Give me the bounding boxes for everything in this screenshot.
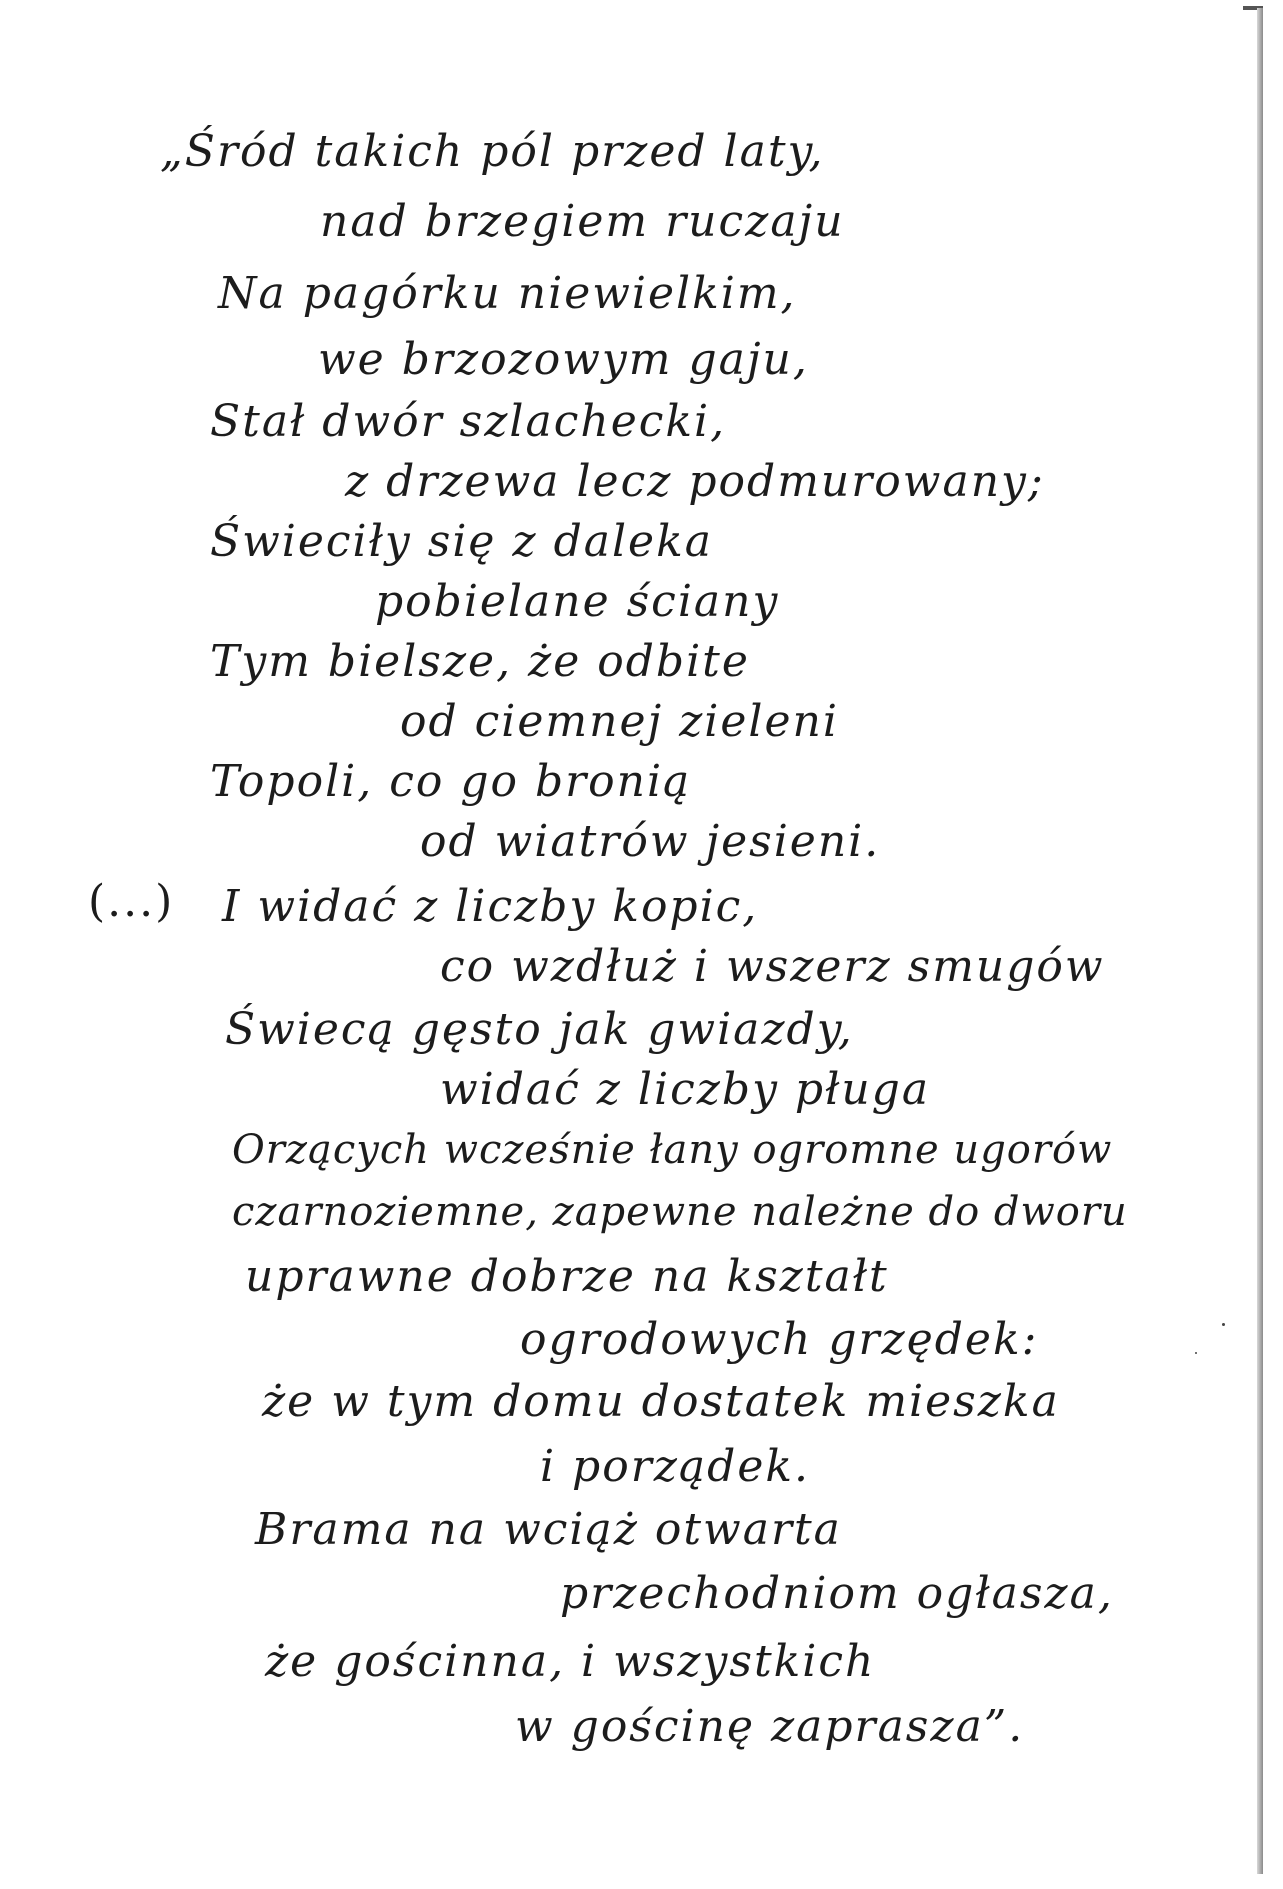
text-line-17: Orzących wcześnie łany ogromne ugorów (232, 1127, 1113, 1173)
text-line-12: od wiatrów jesieni. (420, 816, 881, 867)
text-line-20: ogrodowych grzędek: (520, 1314, 1039, 1365)
text-line-5: Stał dwór szlachecki, (210, 396, 727, 447)
ellipsis-marker: (...) (88, 876, 175, 927)
text-line-13: I widać z liczby kopic, (222, 881, 759, 932)
text-line-6: z drzewa lecz podmurowany; (345, 456, 1045, 507)
text-line-4: we brzozowym gaju, (318, 334, 809, 385)
text-line-10: od ciemnej zieleni (400, 696, 839, 747)
text-line-9: Tym bielsze, że odbite (210, 636, 750, 687)
text-line-8: pobielane ściany (375, 576, 780, 627)
text-line-21: że w tym domu dostatek mieszka (262, 1376, 1060, 1427)
text-line-26: w gościnę zaprasza”. (515, 1701, 1025, 1752)
text-line-22: i porządek. (540, 1441, 811, 1492)
text-line-11: Topoli, co go bronią (210, 756, 692, 807)
text-line-2: nad brzegiem ruczaju (320, 196, 845, 247)
text-line-23: Brama na wciąż otwarta (255, 1504, 842, 1555)
page-edge-shadow (1257, 8, 1263, 1874)
text-line-18: czarnoziemne, zapewne należne do dworu (232, 1189, 1128, 1235)
text-line-25: że gościnna, i wszystkich (265, 1636, 876, 1687)
text-line-1: „Śród takich pól przed laty, (160, 126, 825, 177)
text-line-16: widać z liczby pługa (440, 1064, 931, 1115)
text-line-3: Na pagórku niewielkim, (218, 268, 797, 319)
text-line-7: Świeciły się z daleka (210, 516, 713, 567)
text-line-24: przechodniom ogłasza, (560, 1568, 1114, 1619)
text-line-15: Świecą gęsto jak gwiazdy, (225, 1004, 854, 1055)
ink-speck (1222, 1323, 1225, 1326)
text-line-19: uprawne dobrze na kształt (245, 1251, 889, 1302)
ink-speck (1195, 1352, 1197, 1354)
text-line-14: co wzdłuż i wszerz smugów (440, 941, 1105, 992)
